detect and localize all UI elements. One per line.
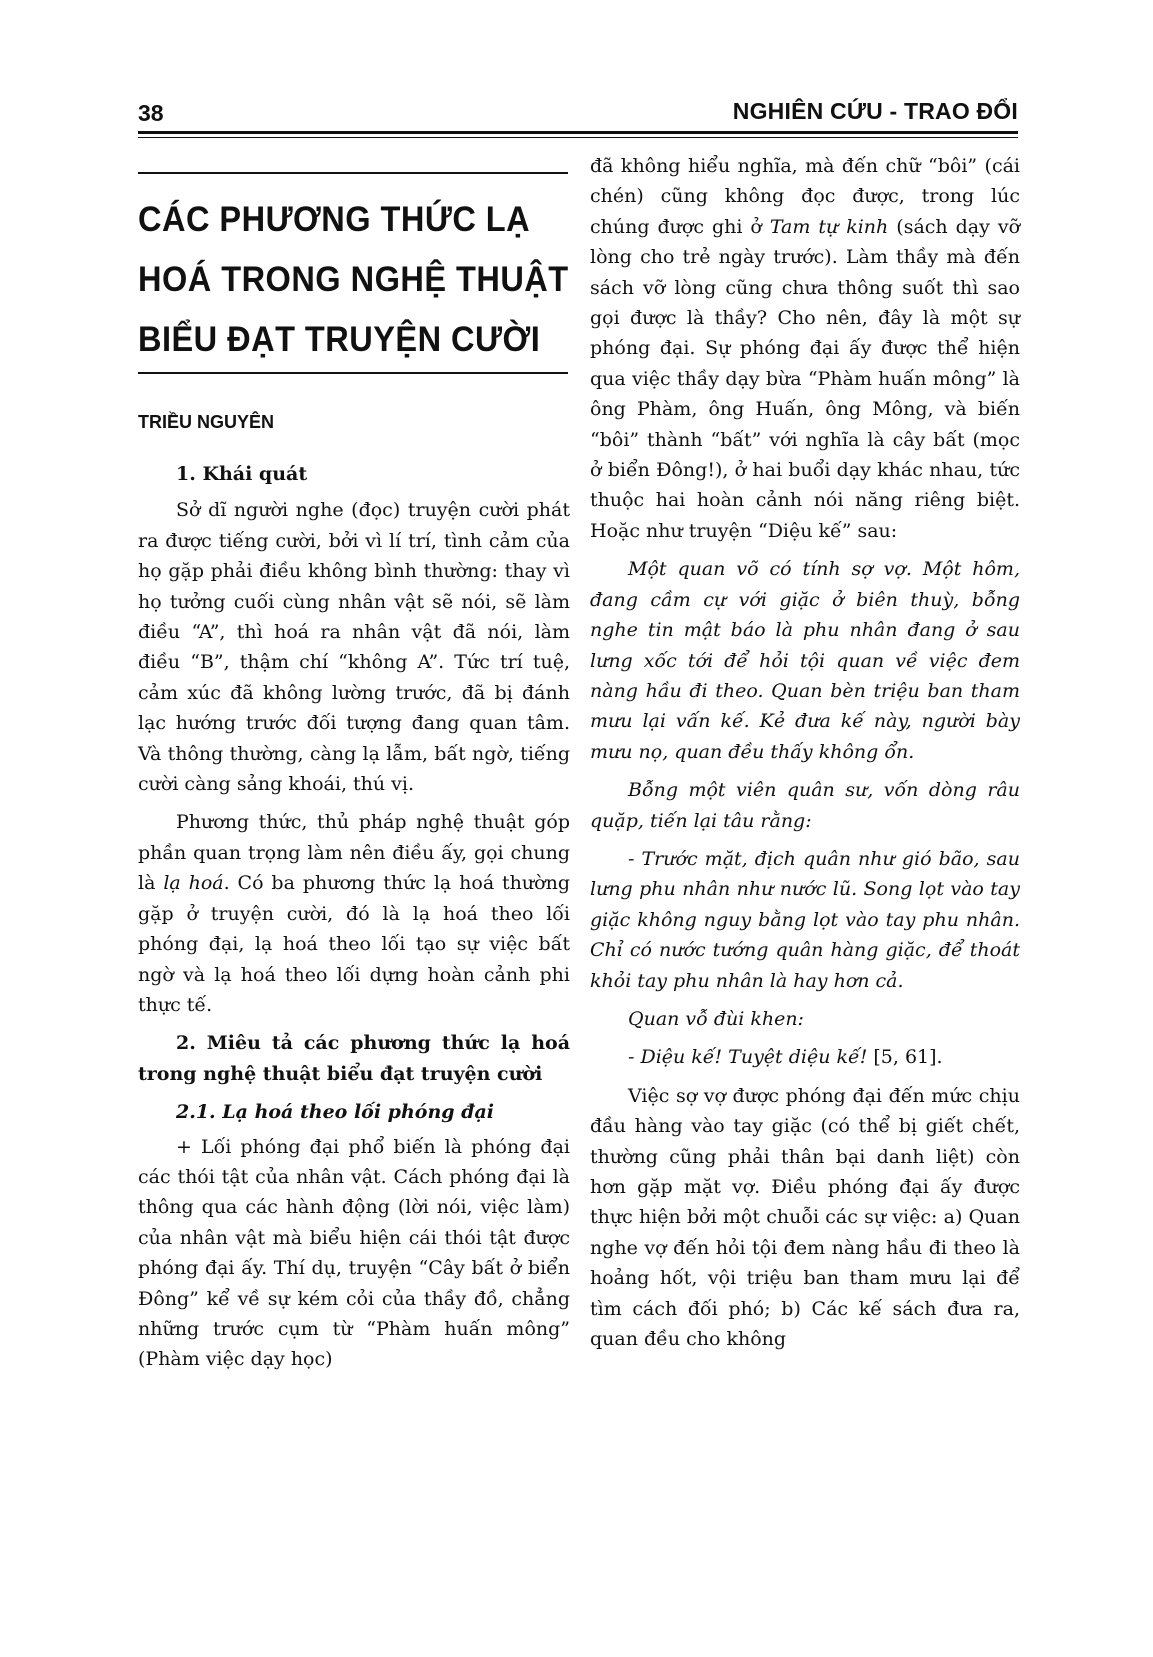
quote-paragraph: Bỗng một viên quân sư, vốn dòng râu quặp, tiến lại tâu rằng: <box>590 779 1020 832</box>
page-number: 38 <box>138 100 164 126</box>
section-heading: 2. Miêu tả các phương thức lạ hoá trong nghệ thuật biểu đạt truyện cười <box>138 1032 570 1085</box>
author-name: TRIỀU NGUYÊN <box>138 412 275 432</box>
paragraph: Việc sợ vợ được phóng đại đến mức chịu đầu hàng vào tay giặc (có thể bị giết chết, thường cũng phải thân bại danh liệt) còn hơn gặp mặt vợ. Điều phóng đại ấy được thực hiện bởi một chuỗi các sự việc: a) Quan nghe vợ đến hỏi tội đem nàng hầu đi theo là hoảng hốt, vội triệu ban tham mưu lại để tìm cách đối phó; b) Các kế sách đưa ra, quan đều cho không <box>590 1084 1020 1351</box>
quote-paragraph: - Diệu kế! Tuyệt diệu kế! [5, 61]. <box>628 1046 943 1069</box>
paragraph: đã không hiểu nghĩa, mà đến chữ “bôi” (cái chén) cũng không đọc được, trong lúc chúng được ghi ở Tam tự kinh (sách dạy vỡ lòng cho trẻ ngày trước). Làm thầy mà đến sách vỡ lòng cũng chưa thông suốt thì sao gọi được là thầy? Cho nên, đây là một sự phóng đại. Sự phóng đại ấy được thể hiện qua việc thầy dạy bừa “Phàm huấn mông” là ông Phàm, ông Huấn, ông Mông, và biến “bôi” thành “bất” với nghĩa là cây bất (mọc ở biển Đông!), ở hai buổi dạy khác nhau, tức thuộc hai hoàn cảnh nói năng riêng biệt. Hoặc như truyện “Diệu kế” sau: <box>590 155 1021 542</box>
section-heading: 1. Khái quát <box>176 463 308 485</box>
emphasis: lạ hoá <box>163 872 224 895</box>
paragraph: Phương thức, thủ pháp nghệ thuật góp phần quan trọng làm nên điều ấy, gọi chung là lạ hoá. Có ba phương thức lạ hoá thường gặp ở truyện cười, đó là lạ hoá theo lối phóng đại, lạ hoá theo lối tạo sự việc bất ngờ và lạ hoá theo lối dựng hoàn cảnh phi thực tế. <box>138 811 570 1016</box>
article-title <box>138 190 570 370</box>
header-rule-thin <box>138 137 1018 138</box>
subsection-heading: 2.1. Lạ hoá theo lối phóng đại <box>176 1101 494 1124</box>
title-line: HOÁ TRONG NGHỆ THUẬT <box>138 260 569 299</box>
quote-paragraph: - Trước mặt, địch quân như gió bão, sau lưng phu nhân như nước lũ. Song lọt vào tay giặc không nguy bằng lọt vào tay phu nhân. Chỉ có nước tướng quân hàng giặc, để thoát khỏi tay phu nhân là hay hơn cả. <box>590 847 1020 992</box>
right-column <box>590 151 1020 1354</box>
page-header <box>138 96 1018 132</box>
title-rule-bottom <box>138 372 568 374</box>
paragraph: + Lối phóng đại phổ biến là phóng đại các thói tật của nhân vật. Cách phóng đại là thông qua các hành động (lời nói, việc làm) của nhân vật mà biểu hiện cái thói tật được phóng đại ấy. Thí dụ, truyện “Cây bất ở biển Đông” kể về sự kém cỏi của thầy đồ, chẳng những trước cụm từ “Phàm huấn mông” (Phàm việc dạy học) <box>138 1135 570 1371</box>
emphasis: Tam tự kinh <box>769 215 889 238</box>
header-rule <box>138 131 1018 134</box>
quoted-story <box>590 554 1020 1073</box>
title-line: BIỂU ĐẠT TRUYỆN CƯỜI <box>138 320 541 359</box>
title-line: CÁC PHƯƠNG THỨC LẠ <box>138 200 531 239</box>
paragraph: Sở dĩ người nghe (đọc) truyện cười phát ra được tiếng cười, bởi vì lí trí, tình cảm của họ gặp phải điều không bình thường: thay vì họ tưởng cuối cùng nhân vật sẽ nói, sẽ làm điều “A”, thì hoá ra nhân vật đã nói, làm điều “B”, thậm chí “không A”. Tức trí tuệ, cảm xúc đã không lường trước, đã bị đánh lạc hướng trước đối tượng đang quan tâm. Và thông thường, càng lạ lẫm, bất ngờ, tiếng cười càng sảng khoái, thú vị. <box>138 499 570 796</box>
citation: [5, 61]. <box>867 1046 943 1069</box>
title-rule-top <box>138 172 568 174</box>
left-column <box>138 172 570 1375</box>
quote-paragraph: Quan vỗ đùi khen: <box>628 1007 804 1030</box>
quote-paragraph: Một quan võ có tính sợ vợ. Một hôm, đang cầm cự với giặc ở biên thuỳ, bỗng nghe tin mật báo là phu nhân đang ở sau lưng xốc tới để hỏi tội quan về việc đem nàng hầu đi theo. Quan bèn triệu ban tham mưu lại vấn kế. Kẻ đưa kế này, người bày mưu nọ, quan đều thấy không ổn. <box>590 558 1020 763</box>
running-head: NGHIÊN CỨU - TRAO ĐỔI <box>732 98 1018 124</box>
